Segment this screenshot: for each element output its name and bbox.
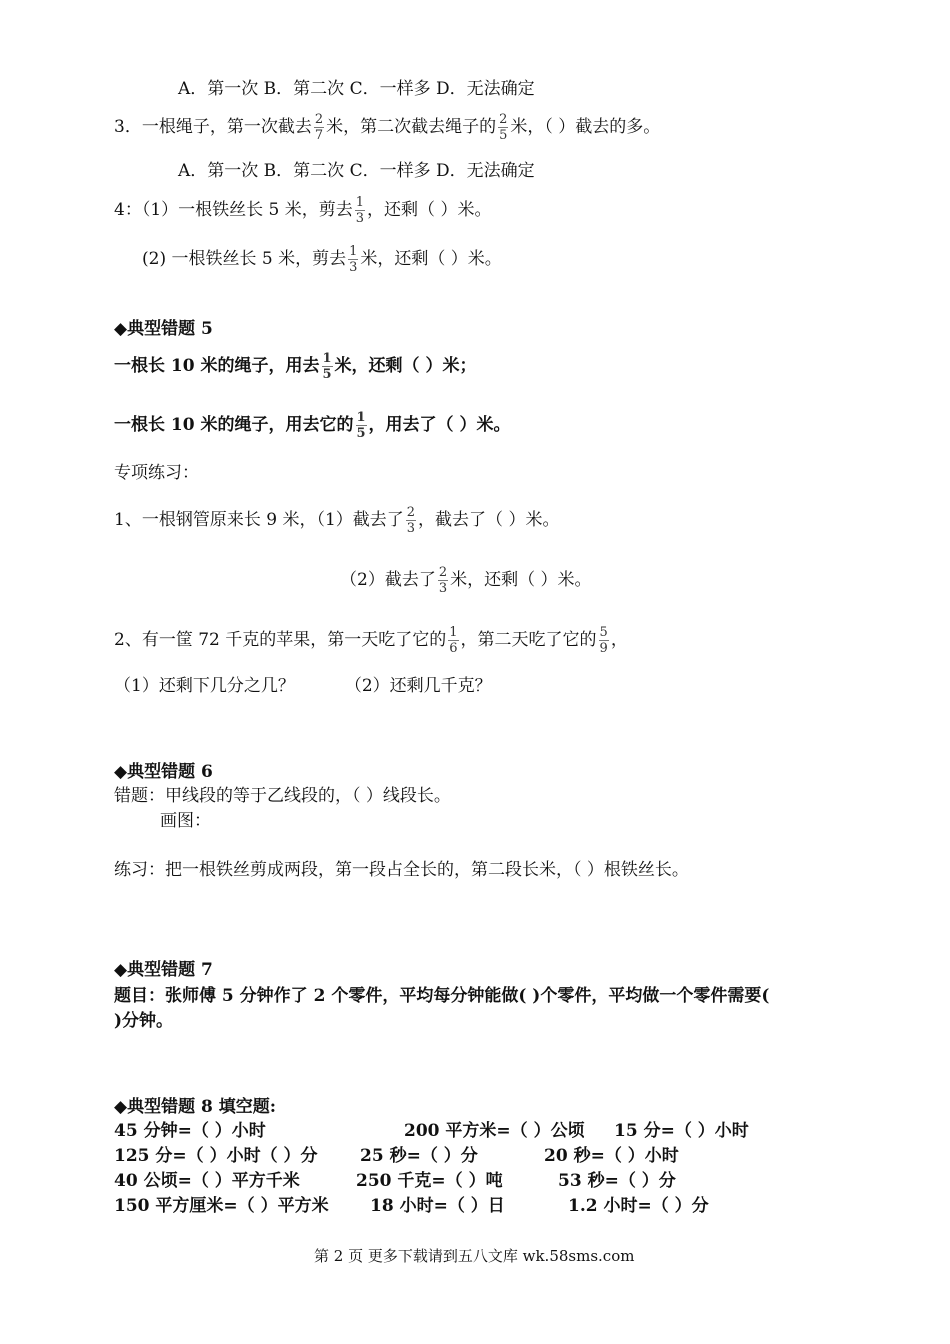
practice-2-questions: （1）还剩下几分之几？ （2）还剩几千克？ (114, 676, 492, 696)
section-6-line-1: 错题：甲线段的等于乙线段的，（ ）线段长。 (114, 786, 451, 806)
section-5-heading: ◆典型错题 5 (114, 319, 213, 339)
fraction: $\frac{2}{5}$ (499, 112, 508, 143)
fraction: $\frac{5}{9}$ (599, 625, 608, 656)
section-8-heading: ◆典型错题 8 填空题: (114, 1097, 277, 1117)
options-row-1: A．第一次 B．第二次 C．一样多 D．无法确定 (178, 79, 535, 99)
practice-1: 1、一根钢管原来长 9 米，（1）截去了 $\frac{2}{3}$ ，截去了（ ）米。 (114, 505, 560, 536)
page-footer: 第 2 页 更多下载请到五八文库 wk.58sms.com (314, 1247, 635, 1265)
conversion-row-3: 40 公顷=（ ）平方千米 250 千克=（ ）吨 53 秒=（ ）分 (114, 1171, 676, 1191)
section-6-heading: ◆典型错题 6 (114, 762, 213, 782)
section-6-line-2: 画图： (160, 811, 211, 831)
section-6-line-3: 练习：把一根铁丝剪成两段，第一段占全长的，第二段长米，（ ）根铁丝长。 (114, 860, 689, 880)
practice-2: 2、有一筐 72 千克的苹果，第一天吃了它的 $\frac{1}{6}$ ，第二天吃了它的 $\frac{5}{9}$ ， (114, 625, 628, 656)
options-row-2: A．第一次 B．第二次 C．一样多 D．无法确定 (178, 161, 535, 181)
fraction: $\frac{1}{5}$ (356, 410, 366, 441)
fraction: $\frac{1}{3}$ (355, 195, 365, 226)
conversion-row-1: 45 分钟=（ ）小时 200 平方米=（ ）公顷 15 分=（ ）小时 (114, 1121, 749, 1141)
section-7-line-2: )分钟。 (114, 1011, 174, 1031)
practice-1-part-2: （2）截去了 $\frac{2}{3}$ 米，还剩（ ）米。 (340, 565, 592, 596)
fraction: $\frac{1}{5}$ (322, 351, 332, 382)
fraction: $\frac{2}{3}$ (438, 565, 448, 596)
conversion-row-4: 150 平方厘米=（ ）平方米 18 小时=（ ）日 1.2 小时=（ ）分 (114, 1196, 709, 1216)
question-4-part-1: 4：（1）一根铁丝长 5 米，剪去 $\frac{1}{3}$ ，还剩（ ）米。 (114, 195, 492, 226)
section-5-line-2: 一根长 10 米的绳子，用去它的 $\frac{1}{5}$ ，用去了（ ）米。 (114, 410, 511, 441)
fraction: $\frac{1}{3}$ (349, 244, 358, 275)
section-7-heading: ◆典型错题 7 (114, 960, 213, 980)
conversion-row-2: 125 分=（ ）小时（ ）分 25 秒=（ ）分 20 秒=（ ）小时 (114, 1146, 679, 1166)
fraction: $\frac{1}{6}$ (449, 625, 458, 656)
section-5-line-1: 一根长 10 米的绳子，用去 $\frac{1}{5}$ 米，还剩（ ）米； (114, 351, 477, 382)
fraction: $\frac{2}{3}$ (406, 505, 416, 536)
practice-heading: 专项练习： (114, 463, 199, 483)
fraction: $\frac{2}{7}$ (314, 112, 324, 143)
question-3: 3．一根绳子，第一次截去 $\frac{2}{7}$ 米，第二次截去绳子的 $\frac{2}{5}$ 米，（ ）截去的多。 (114, 112, 661, 143)
question-4-part-2: (2) 一根铁丝长 5 米，剪去 $\frac{1}{3}$ 米，还剩（ ）米。 (142, 244, 502, 275)
section-7-line-1: 题目：张师傅 5 分钟作了 2 个零件，平均每分钟能做( )个零件，平均做一个零件需要( (114, 986, 770, 1006)
